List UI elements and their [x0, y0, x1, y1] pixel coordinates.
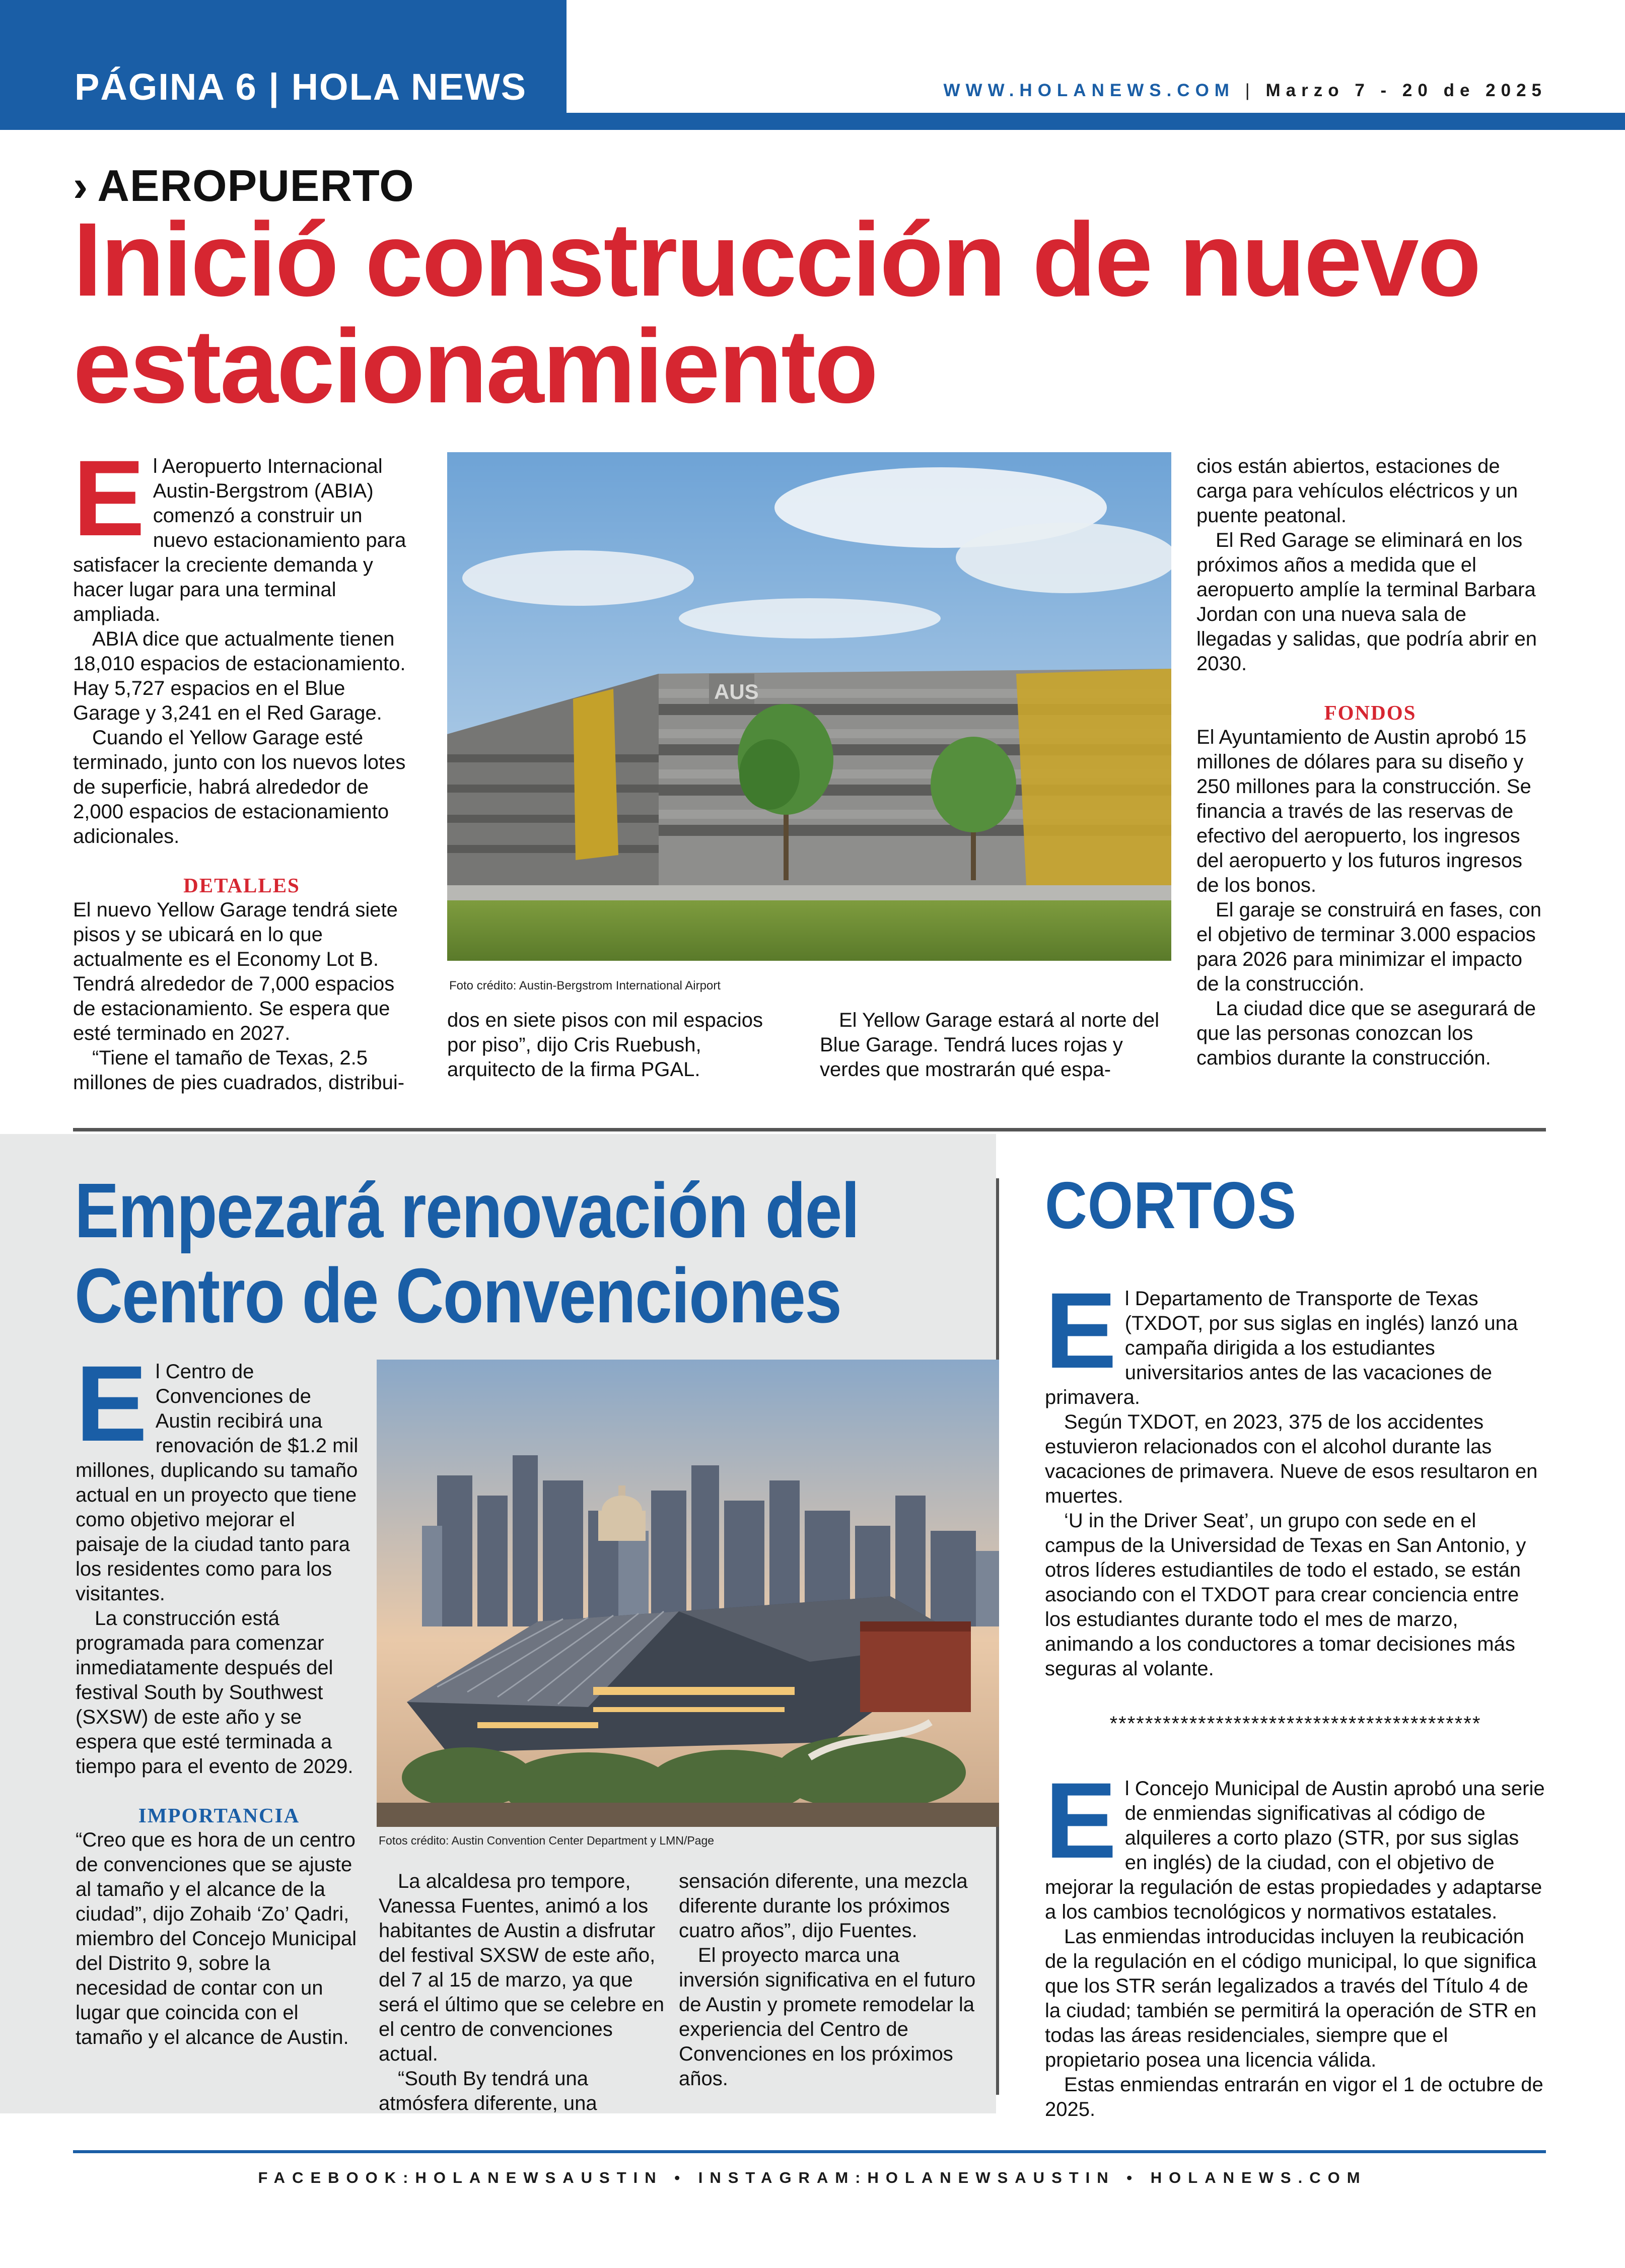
- article-headline: Inició construcción de nuevo estacionamiento: [73, 201, 1480, 426]
- article-paragraph: Cuando el Yellow Garage esté terminado, junto con los nuevos lotes de superficie, habrá alrededor de 2,000 espacios de estacionamiento adicionales.: [73, 727, 406, 847]
- article-paragraph: La alcaldesa pro tempore, Vanessa Fuentes, animó a los habitantes de Austin a disfrutar del festival SXSW de este año, del 7 al 15 de marzo, ya que será el último que se celebre en el centro de convenciones actual.: [379, 1870, 664, 2065]
- article-paragraph: “Tiene el tamaño de Texas, 2.5 millones de pies cuadrados, distribui-: [73, 1047, 405, 1094]
- article-headline: Empezará renovación del Centro de Convenciones: [75, 1167, 859, 1339]
- story-separator: ******************************************: [1109, 1713, 1481, 1735]
- drop-cap: E: [73, 438, 145, 558]
- drop-cap: E: [1045, 1760, 1117, 1881]
- parking-garage-photo: [447, 452, 1171, 961]
- convention-center-illustration: [377, 1360, 999, 1827]
- garage-sign: AUS: [714, 680, 759, 703]
- section-name: AEROPUERTO: [97, 161, 414, 210]
- convention-center-photo: [377, 1360, 999, 1827]
- article-paragraph: ABIA dice que actualmente tienen 18,010 espacios de estacionamiento. Hay 5,727 espacios en el Blue Garage y 3,241 en el Red Garage.: [73, 628, 406, 724]
- article-paragraph: El nuevo Yellow Garage tendrá siete pisos y se ubicará en lo que actualmente es el Economy Lot B. Tendrá alrededor de 7,000 espacios de estacionamiento. Se espera que esté terminado en 2027.: [73, 899, 398, 1044]
- article-paragraph: El Red Garage se eliminará en los próximos años a medida que el aeropuerto amplíe la terminal Barbara Jordan con una nueva sala de llegadas y salidas, que podría abrir en 2030.: [1196, 529, 1537, 675]
- subhead: FONDOS: [1324, 701, 1417, 724]
- page-title: PÁGINA 6 | HOLA NEWS: [75, 66, 527, 108]
- drop-cap: E: [76, 1343, 148, 1464]
- header-bar: [0, 113, 1625, 130]
- article-column: [73, 438, 410, 1095]
- chevron-right-icon: ›: [73, 161, 89, 210]
- cortos-column: [1045, 1270, 1546, 2122]
- article-paragraph: El Concejo Municipal de Austin aprobó una serie de enmiendas significativas al código de alquileres a corto plazo (STR, por sus siglas en inglés) de la ciudad, con el objetivo de mejorar la regulación de estas propiedades y adaptarse a los cambios tecnológicos y normativos estatales.: [1045, 1760, 1545, 1923]
- photo-caption: Foto crédito: Austin-Bergstrom International Airport: [449, 979, 721, 993]
- article-column: [379, 1869, 666, 2116]
- section-divider: [73, 1128, 1546, 1131]
- article-paragraph: El Centro de Convenciones de Austin recibirá una renovación de $1.2 mil millones, duplicando su tamaño actual en un proyecto que tiene como objetivo mejorar el paisaje de la ciudad tanto para los residentes como para los visitantes.: [76, 1343, 359, 1605]
- article-paragraph: La construcción está programada para comenzar inmediatamente después del festival South by Southwest (SXSW) de este año y se espera que esté terminada a tiempo para el evento de 2029.: [76, 1607, 354, 1778]
- article-paragraph: ‘U in the Driver Seat’, un grupo con sede en el campus de la Universidad de Texas en San Antonio, y otros líderes estudiantiles de todo el estado, se están asociando con el TXDOT para crear conciencia entre los estudiantes durante todo el mes de marzo, animando a los conductores a tomar decisiones más seguras al volante.: [1045, 1510, 1526, 1680]
- article-column: [447, 1008, 795, 1082]
- article-paragraph: dos en siete pisos con mil espacios por piso”, dijo Cris Ruebush, arquitecto de la firma PGAL.: [447, 1009, 763, 1081]
- header-url[interactable]: WWW.HOLANEWS.COM: [943, 81, 1235, 100]
- header-info: [944, 81, 1547, 101]
- article-paragraph: Estas enmiendas entrarán en vigor el 1 de octubre de 2025.: [1045, 2074, 1543, 2120]
- footer-rule: [73, 2150, 1546, 2153]
- article-paragraph: cios están abiertos, estaciones de carga para vehículos eléctricos y un puente peatonal.: [1196, 455, 1518, 527]
- issue-date: Marzo 7 - 20 de 2025: [1265, 81, 1547, 100]
- subhead: DETALLES: [183, 874, 300, 897]
- footer-social-links[interactable]: FACEBOOK:HOLANEWSAUSTIN • INSTAGRAM:HOLANEWSAUSTIN • HOLANEWS.COM: [258, 2169, 1367, 2186]
- article-paragraph: “South By tendrá una atmósfera diferente, una: [379, 2068, 597, 2114]
- article-paragraph: El proyecto marca una inversión significativa en el futuro de Austin y promete remodelar la experiencia del Centro de Convenciones en los próximos años.: [679, 1944, 976, 2090]
- cortos-headline: CORTOS: [1045, 1168, 1297, 1242]
- drop-cap: E: [1045, 1270, 1117, 1391]
- article-paragraph: Según TXDOT, en 2023, 375 de los accidentes estuvieron relacionados con el alcohol durante las vacaciones de primavera. Nueve de esos resultaron en muertes.: [1045, 1411, 1538, 1507]
- article-paragraph: El Ayuntamiento de Austin aprobó 15 millones de dólares para su diseño y 250 millones para la construcción. Se financia a través de las reservas de efectivo del aeropuerto, los ingresos del aeropuerto y los futuros ingresos de los bonos.: [1196, 726, 1531, 896]
- photo-caption: Fotos crédito: Austin Convention Center Department y LMN/Page: [379, 1834, 715, 1847]
- article-paragraph: El Yellow Garage estará al norte del Blue Garage. Tendrá luces rojas y verdes que mostrarán qué espa-: [820, 1009, 1159, 1081]
- article-paragraph: El Aeropuerto Internacional Austin-Bergstrom (ABIA) comenzó a construir un nuevo estacionamiento para satisfacer la creciente demanda y hacer lugar para una terminal ampliada.: [73, 438, 406, 625]
- article-column: [1196, 454, 1544, 1071]
- article-paragraph: sensación diferente, una mezcla diferente durante los próximos cuatro años”, dijo Fuentes.: [679, 1870, 968, 1942]
- article-paragraph: El Departamento de Transporte de Texas (TXDOT, por sus siglas en inglés) lanzó una campaña dirigida a los estudiantes universitarios antes de las vacaciones de primavera.: [1045, 1270, 1518, 1408]
- article-paragraph: Las enmiendas introducidas incluyen la reubicación de la regulación en el código municipal, lo que significa que los STR serán legalizados a través del Título 4 de la ciudad; también se permitirá la operación de STR en todas las áreas residenciales, siempre que el propietario posea una licencia válida.: [1045, 1926, 1537, 2071]
- subhead: IMPORTANCIA: [138, 1804, 300, 1827]
- header-separator: |: [1234, 81, 1266, 100]
- parking-garage-illustration: [447, 452, 1171, 961]
- article-paragraph: La ciudad dice que se asegurará de que las personas conozcan los cambios durante la construcción.: [1196, 998, 1536, 1069]
- article-column: [679, 1869, 976, 2091]
- article-paragraph: El garaje se construirá en fases, con el objetivo de terminar 3.000 espacios para 2026 para minimizar el impacto de la construcción.: [1196, 899, 1542, 995]
- article-paragraph: “Creo que es hora de un centro de convenciones que se ajuste al tamaño y el alcance de la ciudad”, dijo Zohaib ‘Zo’ Qadri, miembro del Concejo Municipal del Distrito 9, sobre la necesidad de contar con un lugar que coincida con el tamaño y el alcance de Austin.: [76, 1829, 357, 2048]
- article-column: [76, 1343, 363, 2050]
- article-column: [820, 1008, 1167, 1082]
